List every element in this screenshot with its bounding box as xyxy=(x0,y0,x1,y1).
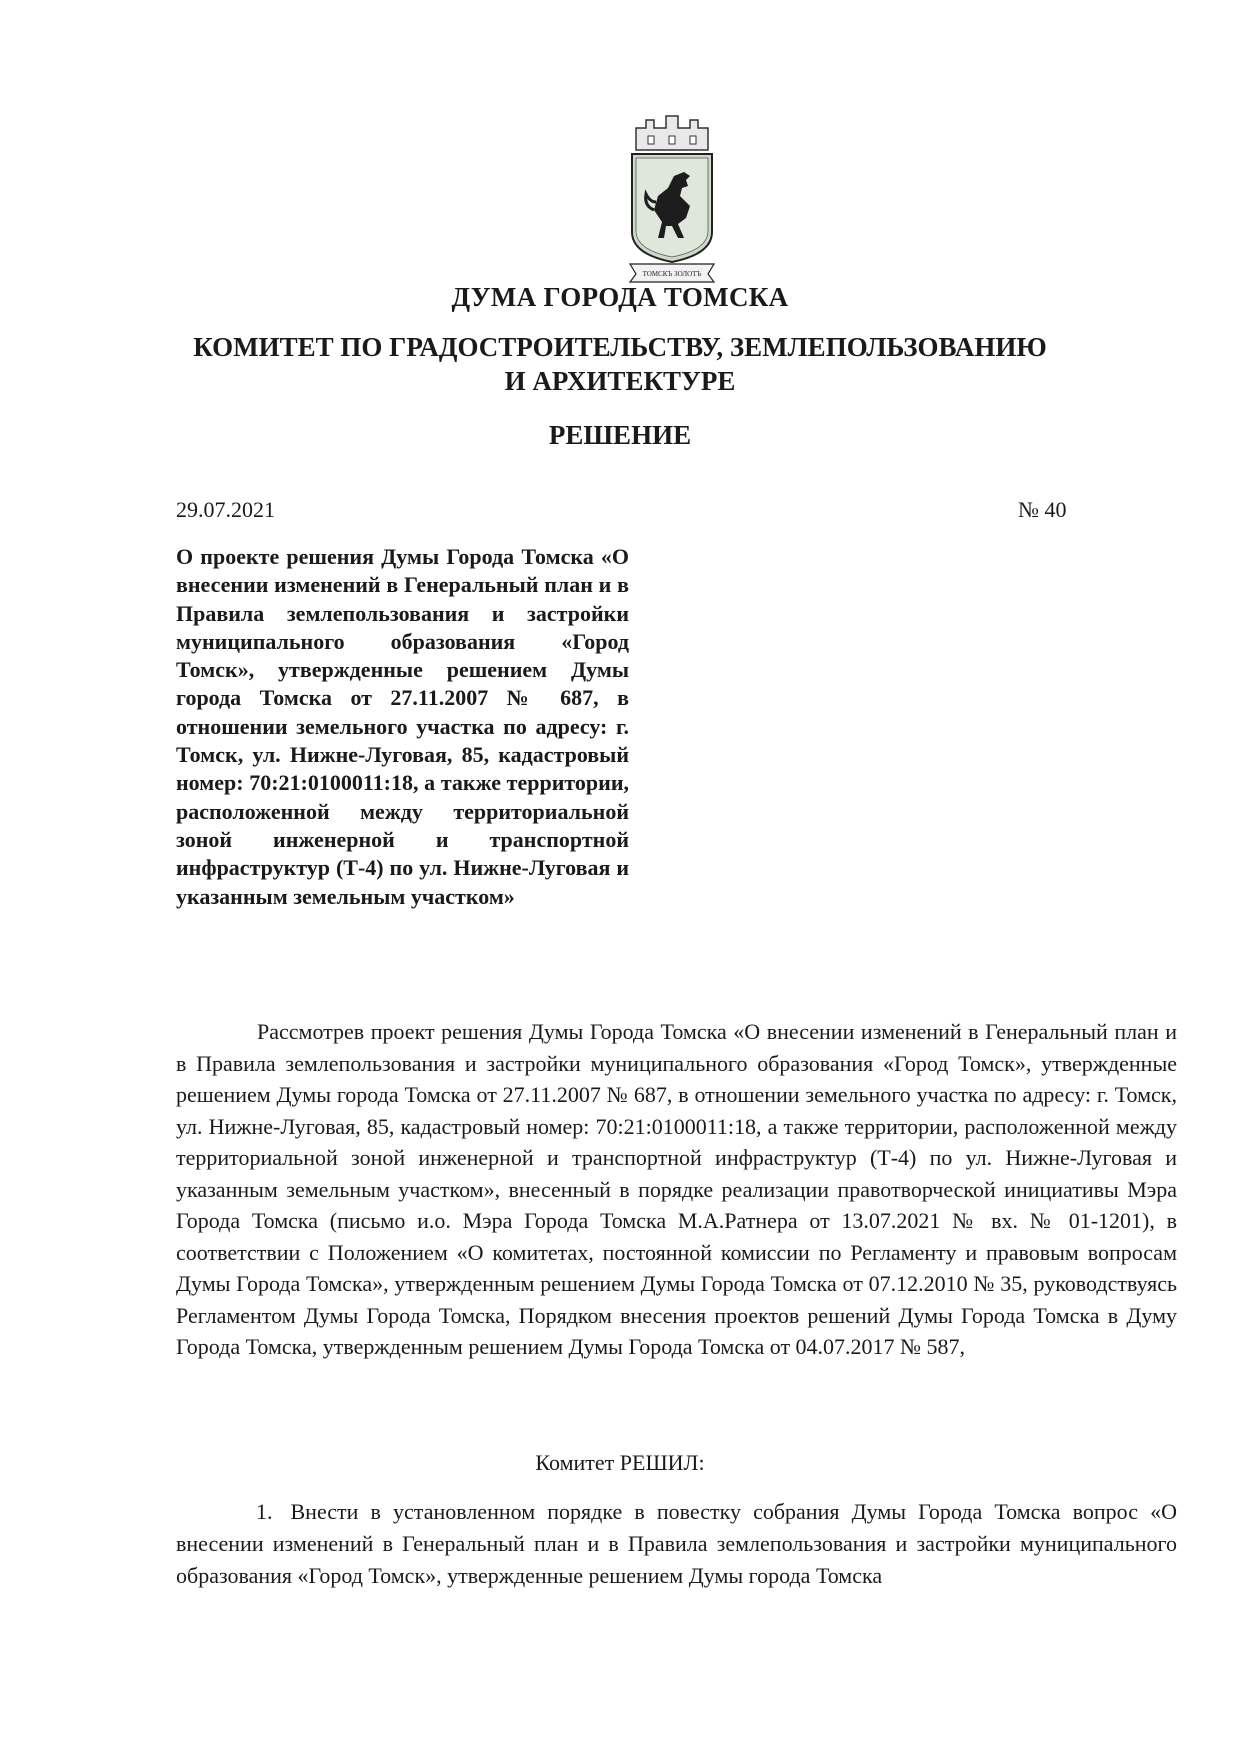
organization-title: ДУМА ГОРОДА ТОМСКА xyxy=(451,282,789,312)
resolution-heading: Комитет РЕШИЛ: xyxy=(535,1450,705,1475)
decision-subject: О проекте решения Думы Города Томска «О внесении изменений в Генеральный план и в Правила землепользования и застройки муниципального образования «Город Томск», утвержденные решением Думы города Томска от 27.11.2007 № 687, в отношении земельного участка по адресу: г. Томск, ул. Нижне-Луговая, 85, кадастровый номер: 70:21:0100011:18, а также территории, расположенной между территориальной зоной инженерной и транспортной инфраструктур (Т-4) по ул. Нижне-Луговая и указанным земельным участком» xyxy=(176,544,629,909)
resolution-item-number: 1. xyxy=(256,1499,273,1524)
svg-text:ТОМСКЪ ЗОЛОТЪ: ТОМСКЪ ЗОЛОТЪ xyxy=(642,270,702,278)
committee-title-line-2: И АРХИТЕКТУРЕ xyxy=(504,366,736,396)
coat-of-arms-emblem xyxy=(628,114,716,284)
preamble-paragraph: Рассмотрев проект решения Думы Города Томска «О внесении изменений в Генеральный план и в Правила землепользования и застройки муниципального образования «Город Томск», утвержденные решением Думы города Томска от 27.11.2007 № 687, в отношении земельного участка по адресу: г. Томск, ул. Нижне-Луговая, 85, кадастровый номер: 70:21:0100011:18, а также территории, расположенной между территориальной зоной инженерной и транспортной инфраструктур (Т-4) по ул. Нижне-Луговая и указанным земельным участком», внесенный в порядке реализации правотворческой инициативы Мэра Города Томска (письмо и.о. Мэра Города Томска М.А.Ратнера от 13.07.2021 № вх. № 01-1201), в соответствии с Положением «О комитетах, постоянной комиссии по Регламенту и правовым вопросам Думы Города Томска», утвержденным решением Думы Города Томска от 07.12.2010 № 35, руководствуясь Регламентом Думы Города Томска, Порядком внесения проектов решений Думы Города Томска в Думу Города Томска, утвержденным решением Думы Города Томска от 04.07.2017 № 587, xyxy=(176,1019,1177,1359)
decision-date: 29.07.2021 xyxy=(176,497,275,522)
committee-title-line-1: КОМИТЕТ ПО ГРАДОСТРОИТЕЛЬСТВУ, ЗЕМЛЕПОЛЬЗОВАНИЮ xyxy=(193,332,1047,362)
resolution-item-text: Внести в установленном порядке в повестку собрания Думы Города Томска вопрос «О внесении изменений в Генеральный план и в Правила землепользования и застройки муниципального образования «Город Томск», утвержденные решением Думы города Томска xyxy=(176,1499,1177,1588)
document-type-heading: РЕШЕНИЕ xyxy=(548,420,692,450)
committee-title xyxy=(0,330,1240,398)
resolution-item xyxy=(176,1496,1177,1592)
decision-number: № 40 xyxy=(1018,497,1067,522)
